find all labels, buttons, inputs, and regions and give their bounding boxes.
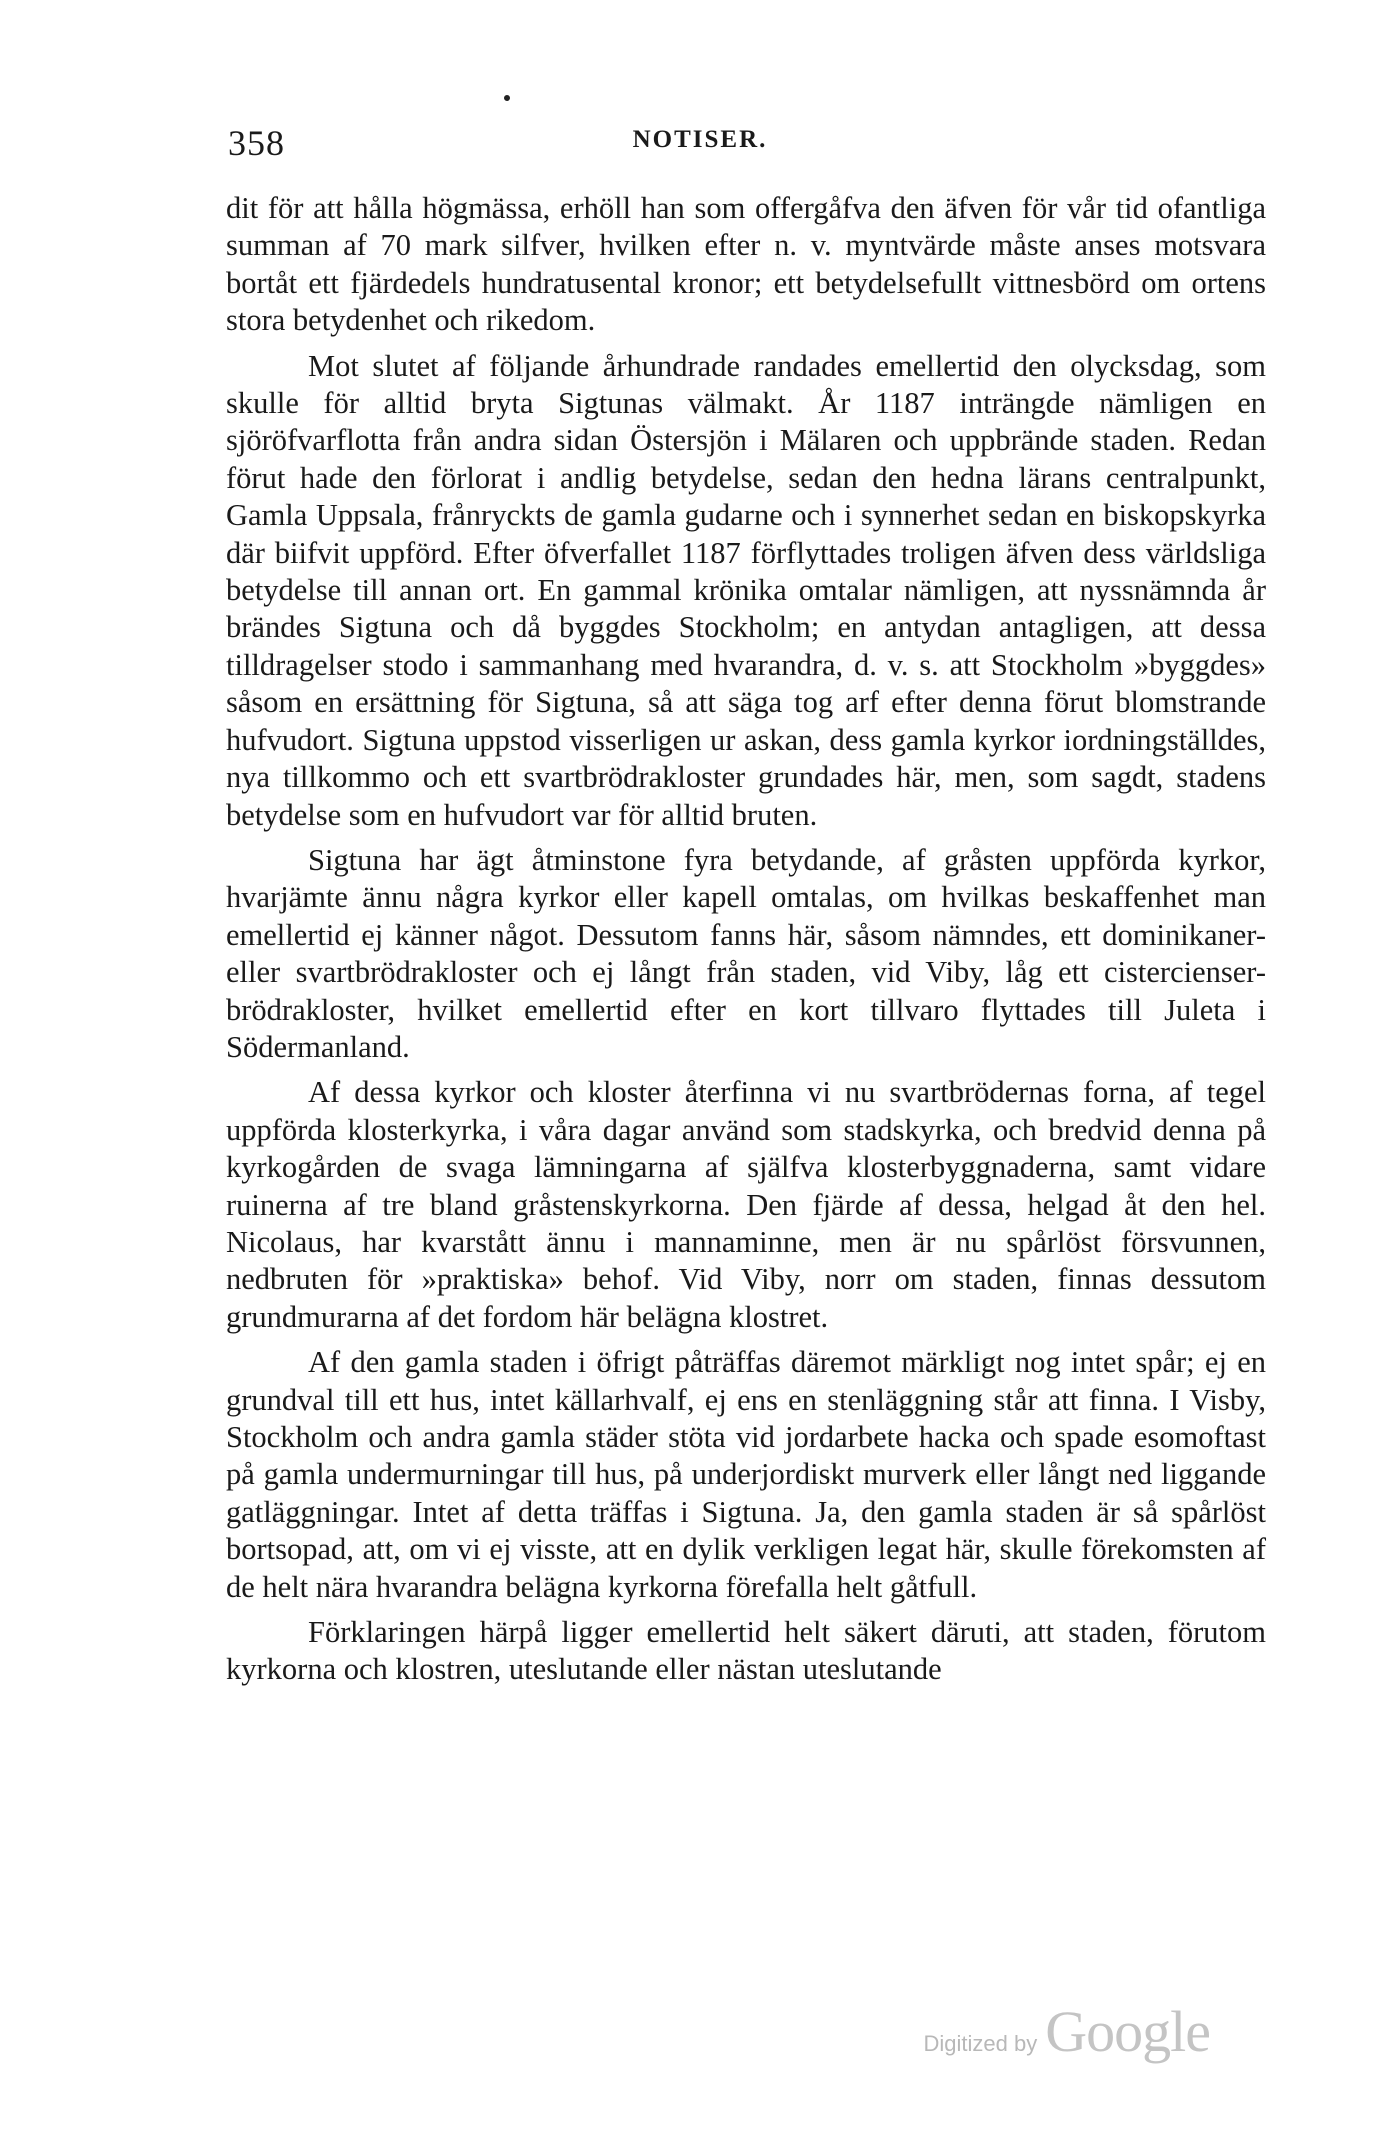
paragraph: Sigtuna har ägt åtminstone fyra betydande, af gråsten uppförda kyrkor, hvarjämte ännu några kyrkor eller kapell omtalas, om hvilkas beskaffenhet man emellertid ej känner något. Dessutom fanns här, såsom nämndes, ett dominikaner- eller svartbrödrakloster och ej långt från staden, vid Viby, låg ett cistercienser-brödrakloster, hvilket emellertid efter en kort tillvaro flyttades till Juleta i Södermanland. bbox=[226, 842, 1266, 1064]
digitized-watermark bbox=[924, 1998, 1210, 2065]
body-text bbox=[226, 190, 1266, 1689]
paragraph: Mot slutet af följande århundrade randades emellertid den olycksdag, som skulle för alltid bryta Sigtunas välmakt. År 1187 inträngde nämligen en sjöröfvarflotta från andra sidan Östersjön i Mälaren och uppbrände staden. Redan förut hade den förlorat i andlig betydelse, sedan den hedna lärans centralpunkt, Gamla Uppsala, frånryckts de gamla gudarne och i synnerhet sedan en biskopskyrka där biifvit uppförd. Efter öfverfallet 1187 förflyttades troligen äfven dess världsliga betydelse till annan ort. En gammal krönika omtalar nämligen, att nyssnämnda år brändes Sigtuna och då byggdes Stockholm; en antydan antagligen, att dessa tilldragelser stodo i sammanhang med hvarandra, d. v. s. att Stockholm »byggdes» såsom en ersättning för Sigtuna, så att säga tog arf efter denna förut blomstrande hufvudort. Sigtuna uppstod visserligen ur askan, dess gamla kyrkor iordningställdes, nya tillkommo och ett svartbrödrakloster grundades här, men, som sagdt, stadens betydelse som en hufvudort var för alltid bruten. bbox=[226, 348, 1266, 832]
page-number: 358 bbox=[228, 123, 285, 163]
digitized-by-text: Digitized by bbox=[923, 2031, 1038, 2056]
paragraph-continuation: dit för att hålla högmässa, erhöll han som offergåfva den äfven för vår tid ofantliga summan af 70 mark silfver, hvilken efter n. v. myntvärde måste anses motsvara bortåt ett fjärdedels hundratusental kronor; ett betydelsefullt vittnesbörd om ortens stora betydenhet och rikedom. bbox=[226, 191, 1266, 338]
running-head: NOTISER. bbox=[632, 126, 768, 153]
paragraph: Af dessa kyrkor och kloster återfinna vi nu svartbrödernas forna, af tegel uppförda klosterkyrka, i våra dagar använd som stadskyrka, och bredvid denna på kyrkogården de svaga lämningarna af själfva klosterbyggnaderna, samt vidare ruinerna af tre bland gråstenskyrkorna. Den fjärde af dessa, helgad åt den hel. Nicolaus, har kvarstått ännu i mannaminne, men är nu spårlöst försvunnen, nedbruten för »praktiska» behof. Vid Viby, norr om staden, finnas dessutom grundmurarna af det fordom här belägna klostret. bbox=[226, 1075, 1266, 1334]
paragraph: Förklaringen härpå ligger emellertid helt säkert däruti, att staden, förutom kyrkorna och klostren, uteslutande eller nästan uteslutande bbox=[226, 1615, 1266, 1687]
google-logo: Google bbox=[1045, 1999, 1210, 2064]
paragraph: Af den gamla staden i öfrigt påträffas däremot märkligt nog intet spår; ej en grundval till ett hus, intet källarhvalf, ej ens en stenläggning står att finna. I Visby, Stockholm och andra gamla städer stöta vid jordarbete hacka och spade esomoftast på gamla undermurningar till hus, på underjordiskt murverk eller långt ned liggande gatläggningar. Intet af detta träffas i Sigtuna. Ja, den gamla staden är så spårlöst bortsopad, att, om vi ej visste, att en dylik verkligen legat här, skulle förekomsten af de helt nära hvarandra belägna kyrkorna förefalla helt gåtfull. bbox=[226, 1345, 1266, 1604]
ink-dot bbox=[504, 95, 510, 101]
